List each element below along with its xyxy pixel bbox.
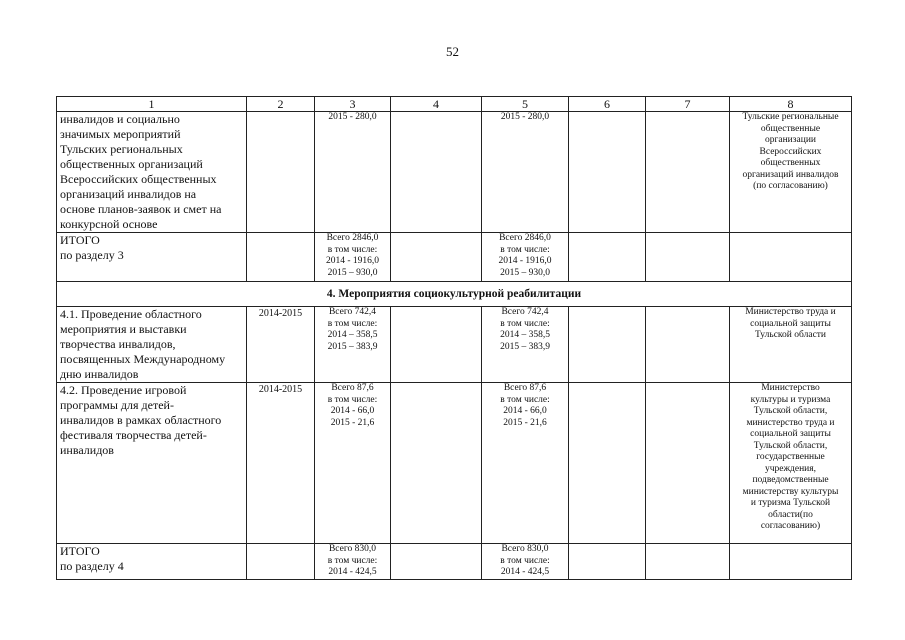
funding-regional-cell: Всего 2846,0 в том числе: 2014 - 1916,0 2015 – 930,0 [482, 233, 569, 282]
empty-cell [569, 383, 646, 544]
section-total-row [57, 544, 852, 580]
col-header-5: 5 [482, 97, 569, 112]
empty-cell [646, 112, 730, 233]
empty-cell [569, 112, 646, 233]
empty-cell [646, 544, 730, 580]
funding-total-cell: Всего 87,6 в том числе: 2014 - 66,0 2015 - 21,6 [315, 383, 391, 544]
total-label-cell: ИТОГО по разделу 4 [57, 544, 247, 580]
funding-regional-cell: 2015 - 280,0 [482, 112, 569, 233]
funding-regional-cell: Всего 742,4 в том числе: 2014 – 358,5 2015 – 383,9 [482, 307, 569, 383]
empty-cell [569, 544, 646, 580]
empty-cell [391, 307, 482, 383]
period-cell [247, 233, 315, 282]
empty-cell [569, 307, 646, 383]
empty-cell [391, 233, 482, 282]
section-title: 4. Мероприятия социокультурной реабилитации [57, 282, 852, 307]
period-cell [247, 544, 315, 580]
funding-total-cell: 2015 - 280,0 [315, 112, 391, 233]
section-total-row [57, 233, 852, 282]
total-label-cell: ИТОГО по разделу 3 [57, 233, 247, 282]
empty-cell [646, 383, 730, 544]
funding-regional-cell: Всего 830,0 в том числе: 2014 - 424,5 [482, 544, 569, 580]
program-table [56, 96, 852, 580]
empty-cell [646, 307, 730, 383]
period-cell: 2014-2015 [247, 307, 315, 383]
executor-cell: Министерство культуры и туризма Тульской области, министерство труда и социальной защиты Тульской области, государственные учреждения, подведомственные министерству культуры и туризма Тульской области(по согласованию) [730, 383, 852, 544]
funding-total-cell: Всего 2846,0 в том числе: 2014 - 1916,0 2015 – 930,0 [315, 233, 391, 282]
col-header-6: 6 [569, 97, 646, 112]
col-header-7: 7 [646, 97, 730, 112]
funding-regional-cell: Всего 87,6 в том числе: 2014 - 66,0 2015 - 21,6 [482, 383, 569, 544]
table-row [57, 112, 852, 233]
empty-cell [730, 544, 852, 580]
column-number-row [57, 97, 852, 112]
funding-total-cell: Всего 830,0 в том числе: 2014 - 424,5 [315, 544, 391, 580]
funding-total-cell: Всего 742,4 в том числе: 2014 – 358,5 2015 – 383,9 [315, 307, 391, 383]
empty-cell [391, 112, 482, 233]
activity-cell: инвалидов и социально значимых мероприятий Тульских региональных общественных организаций Всероссийских общественных организаций инвалидов на основе планов-заявок и смет на конкурсной основе [57, 112, 247, 233]
col-header-4: 4 [391, 97, 482, 112]
activity-cell: 4.2. Проведение игровой программы для детей- инвалидов в рамках областного фестиваля творчества детей- инвалидов [57, 383, 247, 544]
col-header-8: 8 [730, 97, 852, 112]
empty-cell [391, 544, 482, 580]
table-row [57, 307, 852, 383]
col-header-3: 3 [315, 97, 391, 112]
executor-cell: Министерство труда и социальной защиты Тульской области [730, 307, 852, 383]
empty-cell [730, 233, 852, 282]
period-cell: 2014-2015 [247, 383, 315, 544]
table-row [57, 383, 852, 544]
period-cell [247, 112, 315, 233]
empty-cell [646, 233, 730, 282]
section-heading-row [57, 282, 852, 307]
page-number: 52 [446, 44, 459, 59]
activity-cell: 4.1. Проведение областного мероприятия и выставки творчества инвалидов, посвященных Международному дню инвалидов [57, 307, 247, 383]
empty-cell [569, 233, 646, 282]
empty-cell [391, 383, 482, 544]
col-header-1: 1 [57, 97, 247, 112]
executor-cell: Тульские региональные общественные организации Всероссийских общественных организаций инвалидов (по согласованию) [730, 112, 852, 233]
col-header-2: 2 [247, 97, 315, 112]
